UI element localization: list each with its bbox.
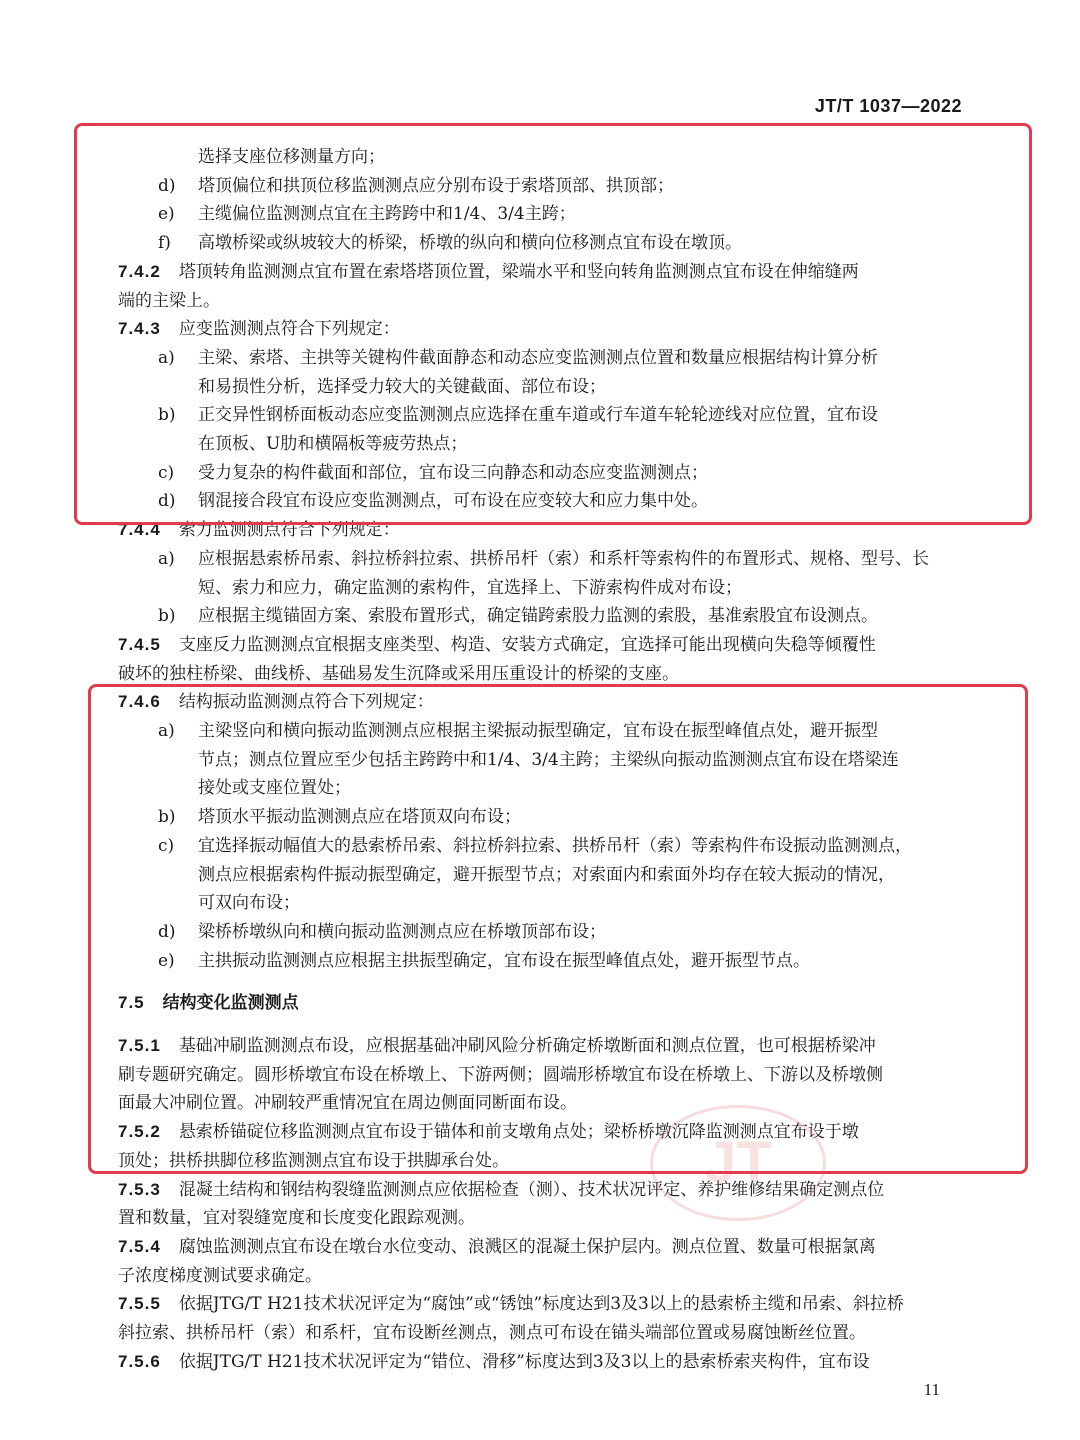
line-text: 基础冲刷监测测点布设，应根据基础冲刷风险分析确定桥墩断面和测点位置，也可根据桥梁冲: [178, 1036, 876, 1056]
line-text: 塔顶偏位和拱顶位移监测测点应分别布设于索塔顶部、拱顶部；: [198, 175, 674, 196]
list-item: [158, 947, 962, 975]
text-line: [118, 1089, 962, 1117]
clause-paragraph: [118, 1176, 962, 1204]
line-text: 面最大冲刷位置。冲刷较严重情况宜在周边侧面同断面布设。: [118, 1093, 577, 1114]
page-number: 11: [923, 1380, 940, 1399]
clause-paragraph: [118, 1118, 962, 1146]
line-text: 顶处；拱桥拱脚位移监测测点宜布设于拱脚承台处。: [118, 1150, 509, 1171]
clause-number: 7.4.2: [118, 261, 161, 281]
clause-number: 7.5.3: [118, 1179, 161, 1199]
line-text: 子浓度梯度测试要求确定。: [118, 1265, 322, 1286]
line-text: 可双向布设；: [198, 893, 300, 914]
line-text: 主梁、索塔、主拱等关键构件截面静态和动态应变监测测点位置和数量应根据结构计算分析: [198, 347, 878, 368]
line-text: 接处或支座位置处；: [198, 778, 351, 799]
line-text: 破坏的独柱桥梁、曲线桥、基础易发生沉降或采用压重设计的桥梁的支座。: [118, 663, 679, 684]
list-item: [158, 344, 962, 372]
line-text: 腐蚀监测测点宜布设在墩台水位变动、浪溅区的混凝土保护层内。测点位置、数量可根据氯离: [178, 1236, 876, 1257]
clause-paragraph: [118, 516, 962, 544]
line-text: 测点应根据索构件振动振型确定，避开振型节点；对索面内和索面外均存在较大振动的情况，: [198, 864, 895, 885]
watermark-stamp: JT: [650, 1105, 826, 1221]
line-text: 依据JTG/T H21技术状况评定为“错位、滑移”标度达到3及3以上的悬索桥索夹构件，宜布设: [178, 1351, 870, 1372]
clause-number: 7.5.2: [118, 1122, 161, 1142]
line-text: 塔顶转角监测测点宜布置在索塔塔顶位置，梁端水平和竖向转角监测测点宜布设在伸缩缝两: [178, 261, 859, 282]
text-line: [198, 774, 962, 802]
clause-paragraph: [118, 1032, 962, 1060]
clause-number: 7.5: [118, 993, 145, 1013]
list-marker: a): [158, 721, 175, 741]
list-marker: b): [158, 405, 176, 426]
clause-paragraph: [118, 688, 962, 716]
list-marker: b): [158, 807, 176, 828]
line-text: 结构变化监测测点: [162, 993, 299, 1014]
list-item: [158, 229, 962, 257]
line-text: 应根据主缆锚固方案、索股布置形式，确定锚跨索股力监测的索股，基准索股宜布设测点。: [198, 606, 878, 627]
line-text: 高墩桥梁或纵坡较大的桥梁，桥墩的纵向和横向位移测点宜布设在墩顶。: [198, 233, 742, 254]
list-item: [158, 803, 962, 831]
clause-number: 7.5.5: [118, 1294, 161, 1314]
standard-code: JT/T 1037—2022: [814, 96, 962, 116]
text-line: [198, 889, 962, 917]
text-line: [198, 574, 962, 602]
clause-paragraph: [118, 258, 962, 286]
text-line: [198, 373, 962, 401]
list-item: [158, 172, 962, 200]
line-text: 塔顶水平振动监测测点应在塔顶双向布设；: [198, 807, 521, 828]
line-text: 钢混接合段宜布设应变监测测点，可布设在应变较大和应力集中处。: [198, 491, 708, 512]
list-item: [158, 602, 962, 630]
clause-number: 7.5.4: [118, 1236, 161, 1256]
list-marker: a): [158, 548, 175, 569]
list-item: [158, 401, 962, 429]
line-text: 正交异性钢桥面板动态应变监测测点应选择在重车道或行车道车轮轮迹线对应位置，宜布设: [198, 405, 878, 426]
text-line: [118, 1147, 962, 1175]
list-item: [158, 717, 962, 745]
list-marker: d): [158, 175, 176, 196]
text-line: [118, 660, 962, 688]
list-marker: d): [158, 491, 176, 512]
clause-number: 7.4.3: [118, 319, 161, 339]
list-marker: d): [158, 921, 176, 942]
section-heading: [118, 989, 962, 1017]
list-item: [158, 918, 962, 946]
list-item: [158, 832, 962, 860]
text-line: [118, 1319, 962, 1347]
list-item: [158, 545, 962, 573]
line-text: 悬索桥锚碇位移监测测点宜布设于锚体和前支墩角点处；梁桥桥墩沉降监测测点宜布设于墩: [178, 1122, 859, 1143]
clause-number: 7.4.4: [118, 520, 161, 540]
line-text: 应变监测测点符合下列规定：: [178, 319, 400, 340]
line-text: 选择支座位移测量方向；: [198, 147, 385, 167]
text-line: [118, 1204, 962, 1232]
text-line: [198, 143, 962, 171]
clause-paragraph: [118, 1290, 962, 1318]
clause-number: 7.5.1: [118, 1036, 161, 1055]
line-text: 混凝土结构和钢结构裂缝监测测点应依据检查（测）、技术状况评定、养护维修结果确定测点位: [178, 1179, 885, 1200]
text-line: [198, 746, 962, 774]
line-text: 端的主梁上。: [118, 290, 220, 311]
line-text: 依据JTG/T H21技术状况评定为“腐蚀”或“锈蚀”标度达到3及3以上的悬索桥主缆和吊索、斜拉桥: [178, 1294, 904, 1315]
text-line: [198, 430, 962, 458]
line-text: 斜拉索、拱桥吊杆（索）和系杆，宜布设断丝测点，测点可布设在锚头端部位置或易腐蚀断丝位置。: [118, 1323, 866, 1343]
line-text: 置和数量，宜对裂缝宽度和长度变化跟踪观测。: [118, 1208, 475, 1229]
list-item: [158, 459, 962, 487]
clause-paragraph: [118, 631, 962, 659]
line-text: 宜选择振动幅值大的悬索桥吊索、斜拉桥斜拉索、拱桥吊杆（索）等索构件布设振动监测测点，: [198, 835, 912, 856]
clause-paragraph: [118, 1348, 962, 1376]
text-line: [118, 1262, 962, 1290]
clause-number: 7.5.6: [118, 1351, 161, 1371]
line-text: 主梁竖向和横向振动监测测点应根据主梁振动振型确定，宜布设在振型峰值点处，避开振型: [198, 721, 878, 741]
line-text: 支座反力监测测点宜根据支座类型、构造、安装方式确定，宜选择可能出现横向失稳等倾覆性: [178, 634, 876, 655]
line-text: 主拱振动监测测点应根据主拱振型确定，宜布设在振型峰值点处，避开振型节点。: [198, 950, 810, 971]
list-marker: b): [158, 606, 176, 627]
line-text: 结构振动监测测点符合下列规定：: [178, 692, 434, 713]
line-text: 梁桥桥墩纵向和横向振动监测测点应在桥墩顶部布设；: [198, 921, 606, 942]
list-marker: c): [158, 462, 175, 483]
list-marker: a): [158, 347, 175, 368]
clause-paragraph: [118, 315, 962, 343]
list-marker: f): [158, 233, 171, 254]
line-text: 刷专题研究确定。圆形桥墩宜布设在桥墩上、下游两侧；圆端形桥墩宜布设在桥墩上、下游以及桥墩侧: [118, 1064, 883, 1085]
text-line: [118, 287, 962, 315]
line-text: 应根据悬索桥吊索、斜拉桥斜拉索、拱桥吊杆（索）和系杆等索构件的布置形式、规格、型号、长: [198, 548, 929, 569]
line-text: 和易损性分析，选择受力较大的关键截面、部位布设；: [198, 376, 606, 397]
list-marker: c): [158, 835, 175, 856]
clause-number: 7.4.5: [118, 634, 161, 654]
line-text: 在顶板、U肋和横隔板等疲劳热点；: [198, 434, 468, 454]
text-line: [118, 1061, 962, 1089]
clause-number: 7.4.6: [118, 692, 161, 712]
clause-paragraph: [118, 1233, 962, 1261]
line-text: 主缆偏位监测测点宜在主跨跨中和1/4、3/4主跨；: [198, 204, 576, 225]
line-text: 受力复杂的构件截面和部位，宜布设三向静态和动态应变监测测点；: [198, 462, 708, 483]
line-text: 短、索力和应力，确定监测的索构件，宜选择上、下游索构件成对布设；: [198, 577, 742, 598]
list-marker: e): [158, 950, 175, 971]
line-text: 索力监测测点符合下列规定：: [178, 520, 400, 541]
list-item: [158, 487, 962, 515]
list-item: [158, 200, 962, 228]
list-marker: e): [158, 204, 175, 225]
text-line: [198, 861, 962, 889]
line-text: 节点；测点位置应至少包括主跨跨中和1/4、3/4主跨；主梁纵向振动监测测点宜布设在塔梁连: [198, 749, 899, 770]
